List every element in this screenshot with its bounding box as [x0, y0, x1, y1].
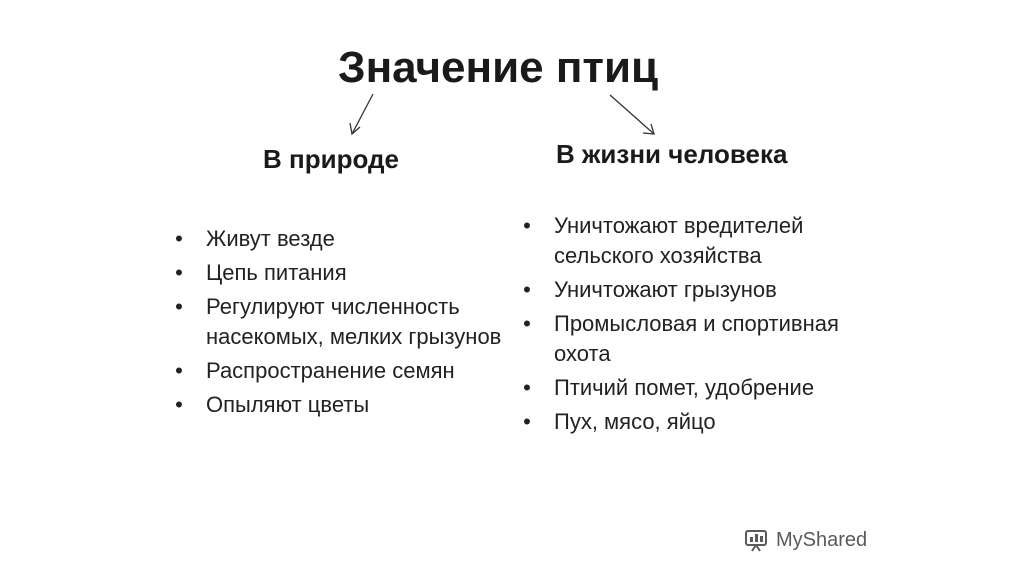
bullet-icon: •: [175, 358, 183, 383]
list-item-text: Цепь питания: [206, 260, 347, 285]
heading-in-human-life: В жизни человека: [556, 139, 788, 169]
watermark-text: MyShared: [776, 528, 868, 551]
list-item-text: Распространение семян: [206, 358, 455, 383]
slide-title: Значение птиц: [338, 43, 659, 92]
list-item: [172, 224, 512, 254]
arrow-left-icon: [350, 94, 373, 134]
human-life-list: [520, 211, 865, 441]
bullet-icon: •: [523, 409, 531, 434]
list-item: [172, 390, 512, 420]
list-item: [520, 309, 865, 369]
heading-in-nature: В природе: [263, 144, 399, 174]
list-item-text: Опыляют цветы: [206, 392, 370, 417]
list-item: [172, 292, 512, 352]
list-item-text: Птичий помет, удобрение: [554, 375, 815, 400]
list-item: [520, 275, 865, 305]
list-item-text: Живут везде: [206, 226, 335, 251]
list-item-text: Пух, мясо, яйцо: [554, 409, 716, 434]
list-item-text: Уничтожают грызунов: [554, 277, 777, 302]
bullet-icon: •: [523, 213, 531, 238]
list-item-text: Уничтожают вредителей сельского хозяйства: [554, 213, 804, 268]
bullet-icon: •: [523, 311, 531, 336]
bullet-icon: •: [175, 294, 183, 319]
list-item-text: Промысловая и спортивная охота: [554, 311, 839, 366]
list-item: [520, 211, 865, 271]
bullet-icon: •: [175, 392, 183, 417]
list-item: [520, 407, 865, 437]
list-item: [172, 356, 512, 386]
list-item-text: Регулируют численность насекомых, мелких грызунов: [206, 294, 502, 349]
myshared-logo-icon: [744, 527, 770, 553]
myshared-watermark[interactable]: [744, 527, 867, 553]
list-item: [172, 258, 512, 288]
list-item: [520, 373, 865, 403]
nature-list: [172, 224, 512, 424]
bullet-icon: •: [175, 260, 183, 285]
bullet-icon: •: [175, 226, 183, 251]
bullet-icon: •: [523, 375, 531, 400]
arrow-right-icon: [610, 95, 654, 134]
bullet-icon: •: [523, 277, 531, 302]
